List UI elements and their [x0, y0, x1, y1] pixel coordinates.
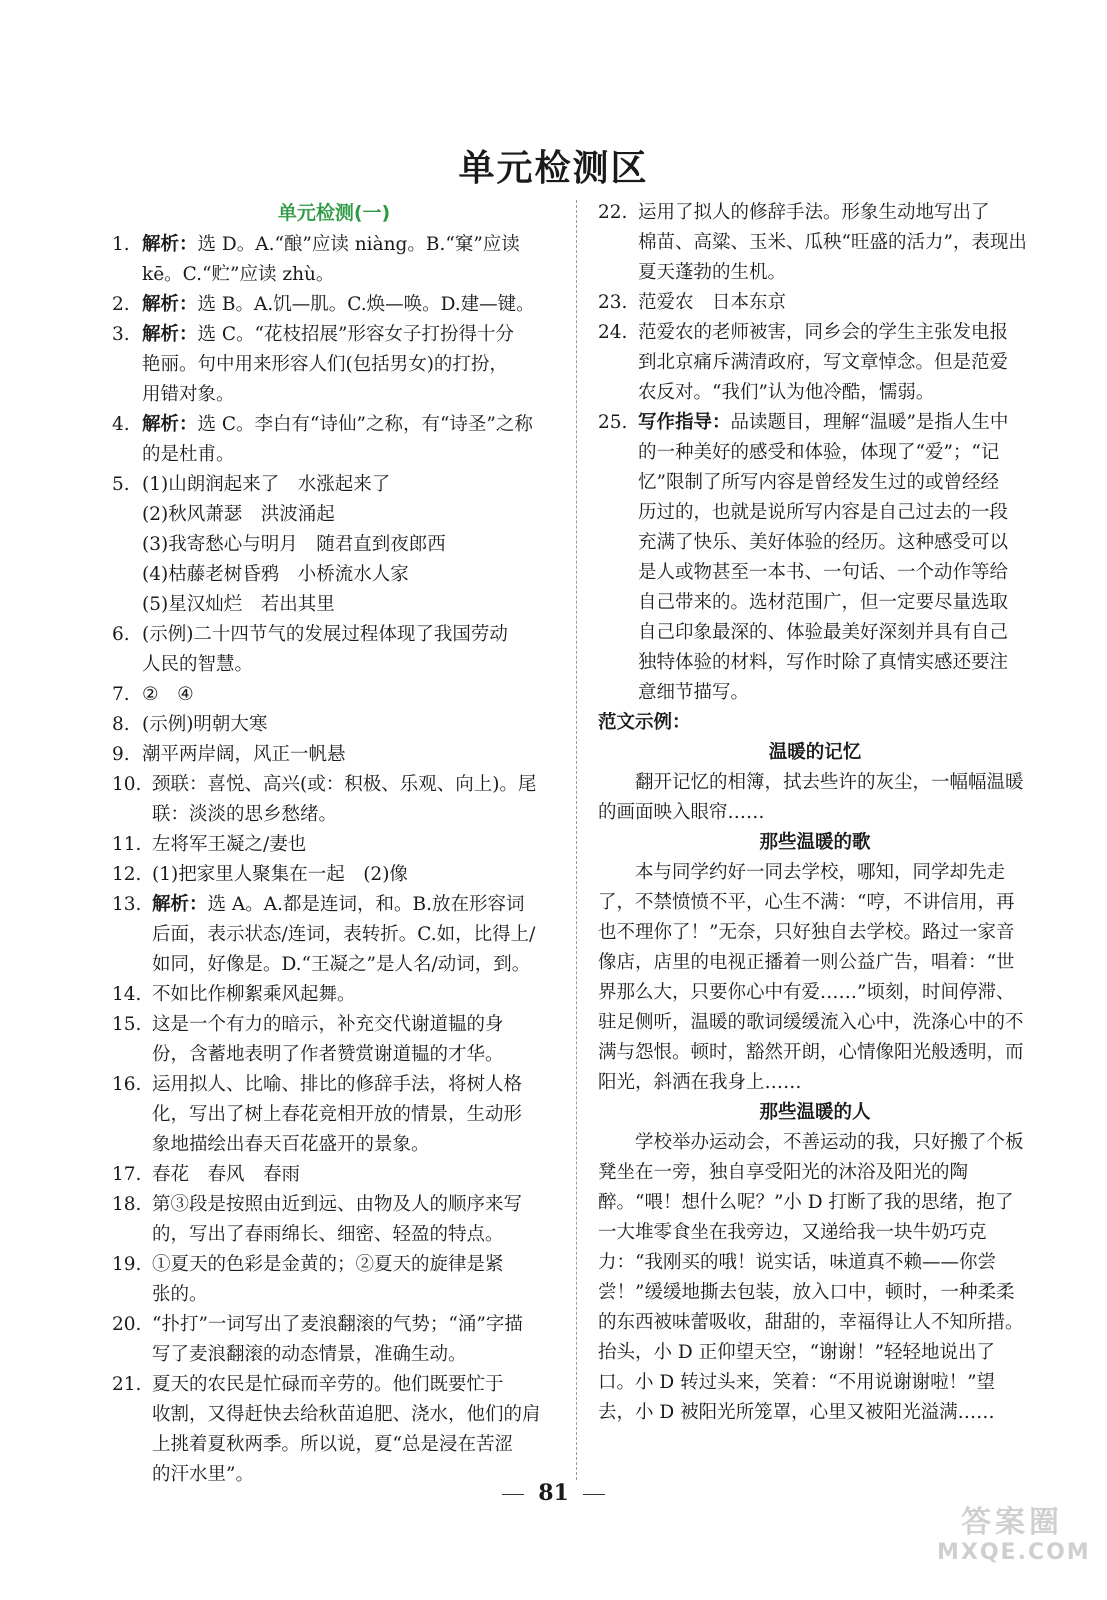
answer-item	[112, 1190, 556, 1250]
essay-text: 光的陶醉。“喂！想什么呢？”小 D 打断了我的	[598, 1162, 969, 1213]
essay-sub2-title: 那些温暖的人	[759, 1102, 871, 1123]
answer-line	[142, 500, 556, 530]
essay-intro	[598, 768, 1032, 828]
answer-item	[112, 470, 556, 620]
answer-line	[142, 560, 556, 590]
answer-label: 写作指导：	[638, 412, 731, 433]
answer-line	[152, 920, 556, 950]
answer-text: 意细节描写。	[638, 682, 750, 703]
answer-body	[152, 1310, 556, 1370]
essay-text: 开朗，心情像阳光般透明，而阳光，斜洒在我身	[598, 1042, 1024, 1093]
answer-text: 品读题目，理解“温暖”是指人生中	[730, 412, 1009, 433]
answer-text: 自己印象最深的、体验最美好深刻并具有自己	[638, 622, 1009, 643]
answer-text: 的是杜甫。	[142, 444, 235, 465]
answer-item	[112, 230, 556, 290]
answer-line	[152, 1100, 556, 1130]
answer-line	[152, 1370, 556, 1400]
essay-text: 一块牛奶巧克力：“我刚买的哦！说实话，味道	[598, 1222, 987, 1273]
answer-label: 解析：	[142, 414, 198, 435]
answer-line	[638, 558, 1032, 588]
answer-text: 的，写出了春雨绵长、细密、轻盈的特点。	[152, 1224, 504, 1245]
answer-text: 范爱农 日本东京	[638, 292, 787, 313]
answer-number: 23.	[598, 292, 628, 313]
answer-number: 9.	[112, 744, 130, 765]
answer-line	[152, 1220, 556, 1250]
answer-item	[112, 1160, 556, 1190]
answer-number: 12.	[112, 864, 142, 885]
answer-item	[112, 1310, 556, 1370]
page-number	[0, 1480, 1107, 1506]
answer-item	[112, 740, 556, 770]
answer-text: 张的。	[152, 1284, 208, 1305]
answer-text: 收割，又得赶快去给秋苗追肥、浇水，他们的肩	[152, 1404, 541, 1425]
answer-line	[638, 408, 1032, 438]
answer-text: 象地描绘出春天百花盛开的景象。	[152, 1134, 430, 1155]
answer-item	[112, 890, 556, 980]
answer-line	[638, 648, 1032, 678]
answer-text: 选 C。“花枝招展”形容女子打扮得十分	[197, 324, 514, 345]
essay-text: 所笼罩，心里又被阳光溢满……	[735, 1402, 995, 1423]
answer-line	[152, 1190, 556, 1220]
essay-sub1-body	[598, 858, 1032, 1098]
answer-line	[142, 260, 556, 290]
answer-number: 7.	[112, 684, 130, 705]
answer-body	[152, 860, 556, 890]
answer-line	[638, 378, 1032, 408]
answer-text: 颈联：喜悦、高兴(或：积极、乐观、向上)。尾	[152, 774, 537, 795]
answer-body	[152, 830, 556, 860]
answer-line	[152, 1250, 556, 1280]
answer-text: 写了麦浪翻滚的动态情景，准确生动。	[152, 1344, 467, 1365]
essay-text: 顷刻，时间停滞、驻足侧听，温暖的歌词缓缓流	[598, 982, 1015, 1033]
essay-text: 了个板凳坐在一旁，独自享受阳光的沐浴及阳	[598, 1132, 1024, 1183]
answer-text: 的汗水里”。	[152, 1464, 254, 1485]
answer-line	[152, 860, 556, 890]
answer-number: 1.	[112, 234, 130, 255]
answer-text: 左将军王凝之/妻也	[152, 834, 307, 855]
answer-label: 解析：	[142, 324, 198, 345]
answer-line	[142, 740, 556, 770]
answer-item	[112, 980, 556, 1010]
answer-body	[142, 290, 556, 320]
answer-line	[638, 618, 1032, 648]
answer-line	[638, 438, 1032, 468]
answer-text: “扑打”一词写出了麦浪翻滚的气势；“涌”字描	[152, 1314, 523, 1335]
answer-text: 联：淡淡的思乡愁绪。	[152, 804, 338, 825]
answer-item	[112, 1370, 556, 1490]
essay-text: 入心中，洗涤心中的不满与怨恨。顿时，豁然	[598, 1012, 1024, 1063]
answer-text: 不如比作柳絮乘风起舞。	[152, 984, 356, 1005]
answer-text: (3)我寄愁心与明月 随君直到夜郎西	[142, 534, 446, 555]
answer-text: 运用了拟人的修辞手法。形象生动地写出了	[638, 202, 990, 223]
answer-item	[598, 408, 1032, 708]
answer-number: 2.	[112, 294, 130, 315]
answer-line	[152, 1040, 556, 1070]
essay-text: 的，幸福得让人不知所措。抬头，小 D 正仰望	[598, 1312, 1024, 1363]
answer-text: 充满了快乐、美好体验的经历。这种感受可以	[638, 532, 1009, 553]
right-column	[598, 198, 1032, 1428]
answer-text: (1)把家里人聚集在一起 (2)像	[152, 864, 408, 885]
answer-number: 18.	[112, 1194, 142, 1215]
answer-text: 如同，好像是。D.“王凝之”是人名/动词，到。	[152, 954, 531, 975]
essay-text: 幅温暖的画面映入眼帘……	[598, 772, 1024, 823]
answer-text: kē。C.“贮”应读 zhù。	[142, 264, 335, 285]
section-title: 单元检测(一)	[277, 202, 391, 224]
answer-line	[638, 528, 1032, 558]
answer-text: 到北京痛斥满清政府，写文章悼念。但是范爱	[638, 352, 1009, 373]
answer-label: 解析：	[142, 234, 198, 255]
answer-body	[152, 1070, 556, 1160]
answer-body	[638, 198, 1032, 288]
answer-line	[638, 198, 1032, 228]
answer-line	[142, 380, 556, 410]
answer-text: (1)山朗润起来了 水涨起来了	[142, 474, 391, 495]
answer-line	[638, 288, 1032, 318]
answer-item	[112, 1250, 556, 1310]
answer-number: 17.	[112, 1164, 142, 1185]
answer-text: 后面，表示状态/连词，表转折。C.如，比得上/	[152, 924, 536, 945]
answer-text: (示例)明朝大寒	[142, 714, 268, 735]
answer-text: 春花 春风 春雨	[152, 1164, 301, 1185]
answer-list-right	[598, 198, 1032, 708]
essay-sub1-title: 那些温暖的歌	[759, 832, 871, 853]
answer-body	[142, 230, 556, 290]
answer-line	[152, 1280, 556, 1310]
answer-body	[638, 408, 1032, 708]
answer-item	[112, 770, 556, 830]
answer-number: 20.	[112, 1314, 142, 1335]
answer-line	[142, 650, 556, 680]
answer-line	[638, 258, 1032, 288]
essay-text: 路过一家音像店，店里的电视正播着一则公益	[598, 922, 1015, 973]
answer-text: 选 A。A.都是连词，和。B.放在形容词	[207, 894, 525, 915]
essay-text: 广告，唱着：“世界那么大，只要你心中有爱……”	[598, 952, 1015, 1003]
answer-text: 第③段是按照由近到远、由物及人的顺序来写	[152, 1194, 523, 1215]
answer-line	[152, 1070, 556, 1100]
answer-item	[112, 1010, 556, 1070]
answer-line	[152, 1010, 556, 1040]
answer-line	[152, 980, 556, 1010]
answer-body	[142, 470, 556, 620]
essay-example	[598, 708, 1032, 1428]
essay-text: 上……	[746, 1072, 802, 1093]
answer-line	[638, 498, 1032, 528]
answer-text: 忆”限制了所写内容是曾经发生过的或曾经经	[638, 472, 999, 493]
essay-text: 真不赖——你尝尝！”缓缓地撕去包装，放入口	[598, 1252, 996, 1303]
answer-item	[112, 710, 556, 740]
left-column	[112, 198, 556, 1490]
answer-line	[152, 1400, 556, 1430]
essay-sub2-body	[598, 1128, 1032, 1428]
essay-text: 来，笑着：“不用说谢谢啦！”望去，小 D 被阳光	[598, 1372, 996, 1423]
answer-body	[142, 680, 556, 710]
answer-number: 3.	[112, 324, 130, 345]
answer-item	[112, 860, 556, 890]
answer-text: 棉苗、高粱、玉米、瓜秧“旺盛的活力”，表现出	[638, 232, 1027, 253]
answer-body	[142, 410, 556, 470]
answer-line	[152, 770, 556, 800]
page-number-dash-left	[502, 1494, 524, 1495]
answer-line	[152, 830, 556, 860]
answer-text: 用错对象。	[142, 384, 235, 405]
answer-line	[142, 620, 556, 650]
answer-number: 10.	[112, 774, 142, 795]
answer-body	[152, 1370, 556, 1490]
answer-text: (4)枯藤老树昏鸦 小桥流水人家	[142, 564, 409, 585]
answer-text: 农反对。“我们”认为他冷酷，懦弱。	[638, 382, 935, 403]
essay-text: 学校举办运动会，不善运动的我，只好搬	[635, 1132, 969, 1153]
answer-body	[152, 980, 556, 1010]
answer-number: 5.	[112, 474, 130, 495]
answer-text: 这是一个有力的暗示，补充交代谢道韫的身	[152, 1014, 504, 1035]
essay-text: 中，顿时，一种柔柔的东西被味蕾吸收，甜甜	[598, 1282, 1015, 1333]
answer-text: 范爱农的老师被害，同乡会的学生主张发电报	[638, 322, 1009, 343]
answer-text: 夏天的农民是忙碌而辛劳的。他们既要忙于	[152, 1374, 504, 1395]
answer-line	[142, 290, 556, 320]
answer-text: 独特体验的材料，写作时除了真情实感还要注	[638, 652, 1009, 673]
answer-body	[142, 320, 556, 410]
answer-text: (5)星汉灿烂 若出其里	[142, 594, 335, 615]
answer-number: 15.	[112, 1014, 142, 1035]
answer-body	[152, 1010, 556, 1070]
answer-text: (2)秋风萧瑟 洪波涌起	[142, 504, 335, 525]
watermark-logo	[937, 1505, 1091, 1578]
answer-number: 24.	[598, 322, 628, 343]
answer-text: 选 D。A.“酿”应读 niàng。B.“窠”应读	[197, 234, 520, 255]
answer-label: 解析：	[152, 894, 208, 915]
answer-text: ①夏天的色彩是金黄的；②夏天的旋律是紧	[152, 1254, 504, 1275]
answer-text: 选 B。A.饥—肌。C.焕—唤。D.建—键。	[197, 294, 535, 315]
essay-text: 翻开记忆的相簿，拭去些许的灰尘，一幅	[635, 772, 969, 793]
answer-text: 人民的智慧。	[142, 654, 254, 675]
answer-line	[142, 470, 556, 500]
answer-line	[638, 228, 1032, 258]
answer-line	[142, 530, 556, 560]
answer-line	[142, 350, 556, 380]
answer-line	[152, 1310, 556, 1340]
answer-text: 化，写出了树上春花竞相开放的情景，生动形	[152, 1104, 523, 1125]
answer-line	[142, 410, 556, 440]
page-title: 单元检测区	[458, 148, 649, 189]
answer-body	[142, 740, 556, 770]
answer-text: 艳丽。句中用来形容人们(包括男女)的打扮，	[142, 354, 508, 375]
answer-label: 解析：	[142, 294, 198, 315]
answer-line	[152, 800, 556, 830]
answer-text: 的一种美好的感受和体验，体现了“爱”；“记	[638, 442, 1000, 463]
essay-text: 用，再也不理你了！”无奈，只好独自去学校。	[598, 892, 1015, 943]
answer-text: 运用拟人、比喻、排比的修辞手法，将树人格	[152, 1074, 523, 1095]
page-number-dash-right	[583, 1494, 605, 1495]
answer-line	[638, 588, 1032, 618]
answer-number: 13.	[112, 894, 142, 915]
answer-number: 4.	[112, 414, 130, 435]
answer-line	[152, 950, 556, 980]
answer-number: 21.	[112, 1374, 142, 1395]
answer-item	[112, 620, 556, 680]
essay-text: 先走了，不禁愤愤不平，心生不满：“哼，不讲信	[598, 862, 1006, 913]
watermark-top: 答案圈	[961, 1505, 1063, 1540]
answer-item	[598, 198, 1032, 288]
answer-line	[142, 590, 556, 620]
answer-line	[142, 680, 556, 710]
answer-number: 25.	[598, 412, 628, 433]
answer-line	[152, 1340, 556, 1370]
answer-line	[152, 1430, 556, 1460]
answer-number: 14.	[112, 984, 142, 1005]
answer-number: 22.	[598, 202, 628, 223]
answer-body	[152, 890, 556, 980]
answer-line	[142, 440, 556, 470]
answer-item	[112, 290, 556, 320]
answer-number: 19.	[112, 1254, 142, 1275]
answer-item	[598, 318, 1032, 408]
answer-line	[142, 710, 556, 740]
answer-body	[152, 770, 556, 830]
essay-title: 温暖的记忆	[768, 742, 862, 763]
answer-text: 是人或物甚至一本书、一句话、一个动作等给	[638, 562, 1009, 583]
answer-text: 潮平两岸阔，风正一帆悬	[142, 744, 346, 765]
answer-number: 16.	[112, 1074, 142, 1095]
answer-line	[142, 230, 556, 260]
essay-text: 思绪，抱了一大堆零食坐在我旁边，又递给我	[598, 1192, 1014, 1243]
answer-line	[142, 320, 556, 350]
answer-body	[152, 1160, 556, 1190]
answer-item	[598, 288, 1032, 318]
answer-text: 历过的，也就是说所写内容是自己过去的一段	[638, 502, 1009, 523]
column-divider	[576, 200, 577, 1480]
answer-line	[152, 1160, 556, 1190]
answer-text: 选 C。李白有“诗仙”之称，有“诗圣”之称	[197, 414, 533, 435]
answer-body	[142, 620, 556, 680]
answer-item	[112, 1070, 556, 1160]
watermark-bottom: MXQE.COM	[937, 1540, 1091, 1565]
answer-line	[638, 468, 1032, 498]
essay-label: 范文示例：	[598, 712, 691, 733]
answer-text: 上挑着夏秋两季。所以说，夏“总是浸在苦涩	[152, 1434, 513, 1455]
answer-line	[152, 1130, 556, 1160]
answer-text: ② ④	[142, 684, 194, 705]
answer-line	[638, 678, 1032, 708]
page-number-text: 81	[538, 1480, 569, 1506]
answer-item	[112, 320, 556, 410]
answer-line	[638, 348, 1032, 378]
answer-body	[142, 710, 556, 740]
answer-list-left	[112, 230, 556, 1490]
answer-number: 11.	[112, 834, 142, 855]
answer-body	[638, 288, 1032, 318]
essay-text: 本与同学约好一同去学校，哪知，同学却	[635, 862, 969, 883]
answer-line	[152, 890, 556, 920]
answer-text: 自己带来的。选材范围广，但一定要尽量选取	[638, 592, 1009, 613]
answer-text: 份，含蓄地表明了作者赞赏谢道韫的才华。	[152, 1044, 504, 1065]
answer-body	[152, 1250, 556, 1310]
answer-text: 夏天蓬勃的生机。	[638, 262, 787, 283]
answer-item	[112, 680, 556, 710]
answer-body	[152, 1190, 556, 1250]
answer-number: 6.	[112, 624, 130, 645]
answer-line	[638, 318, 1032, 348]
answer-number: 8.	[112, 714, 130, 735]
answer-text: (示例)二十四节气的发展过程体现了我国劳动	[142, 624, 508, 645]
answer-item	[112, 410, 556, 470]
answer-body	[638, 318, 1032, 408]
answer-item	[112, 830, 556, 860]
essay-text: 天空，“谢谢！”轻轻地说出了口。小 D 转过头	[598, 1342, 996, 1393]
